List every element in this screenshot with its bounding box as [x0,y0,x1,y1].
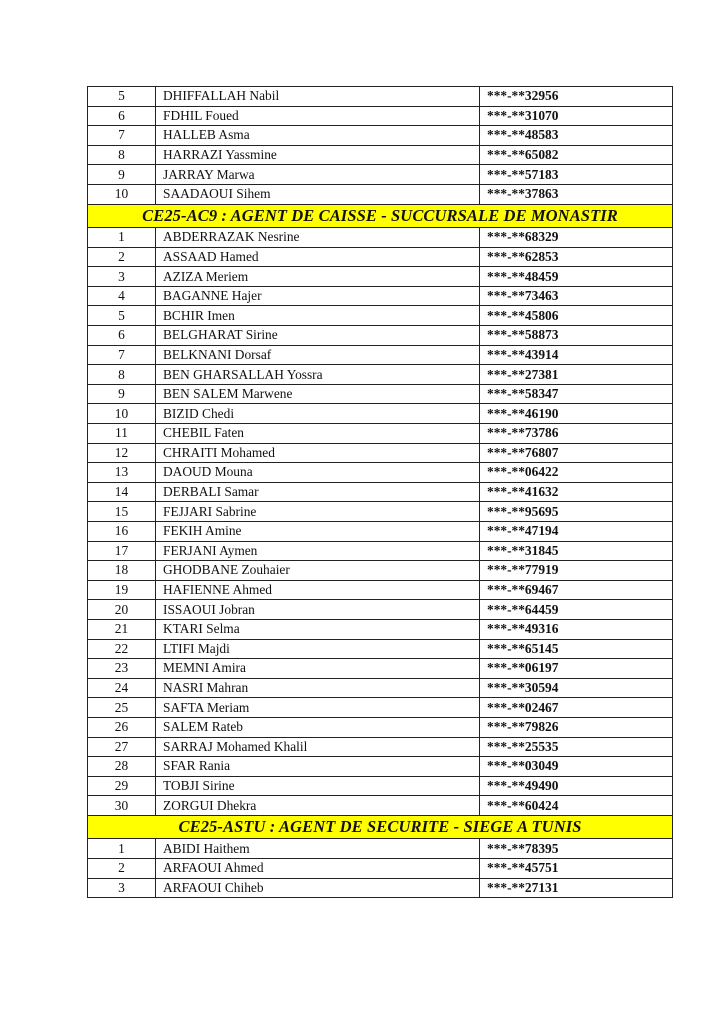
candidate-name: DHIFFALLAH Nabil [156,87,480,107]
candidate-id: ***-**58873 [480,326,673,346]
candidate-name: ABDERRAZAK Nesrine [156,228,480,248]
candidate-name: BELKNANI Dorsaf [156,345,480,365]
candidate-id: ***-**06422 [480,463,673,483]
row-number: 9 [88,165,156,185]
row-number: 17 [88,541,156,561]
table-row [88,228,673,248]
candidate-name: GHODBANE Zouhaier [156,561,480,581]
table-row [88,659,673,679]
row-number: 6 [88,106,156,126]
table-row [88,521,673,541]
row-number: 25 [88,698,156,718]
row-number: 27 [88,737,156,757]
row-number: 4 [88,286,156,306]
candidate-id: ***-**73786 [480,424,673,444]
table-row [88,858,673,878]
table-row [88,424,673,444]
candidate-name: CHEBIL Faten [156,424,480,444]
candidate-name: ARFAOUI Ahmed [156,858,480,878]
candidate-id: ***-**78395 [480,839,673,859]
candidate-name: FEJJARI Sabrine [156,502,480,522]
section-title: CE25-ASTU : AGENT DE SECURITE - SIEGE A TUNIS [88,815,673,839]
row-number: 5 [88,306,156,326]
candidate-name: BEN SALEM Marwene [156,384,480,404]
candidate-name: MEMNI Amira [156,659,480,679]
row-number: 12 [88,443,156,463]
candidate-name: HAFIENNE Ahmed [156,580,480,600]
candidate-id: ***-**41632 [480,482,673,502]
section-header-row [88,204,673,228]
table-row [88,580,673,600]
candidate-id: ***-**30594 [480,678,673,698]
candidate-id: ***-**47194 [480,521,673,541]
candidate-id: ***-**27381 [480,365,673,385]
candidate-name: LTIFI Majdi [156,639,480,659]
table-row [88,184,673,204]
candidate-name: TOBJI Sirine [156,776,480,796]
table-row [88,247,673,267]
candidate-id: ***-**31845 [480,541,673,561]
table-row [88,267,673,287]
candidate-id: ***-**57183 [480,165,673,185]
table-row [88,776,673,796]
candidate-name: KTARI Selma [156,619,480,639]
section-header-row [88,815,673,839]
candidate-name: CHRAITI Mohamed [156,443,480,463]
candidate-name: BCHIR Imen [156,306,480,326]
candidate-id: ***-**73463 [480,286,673,306]
row-number: 7 [88,126,156,146]
table-row [88,345,673,365]
candidate-id: ***-**65082 [480,145,673,165]
candidate-id: ***-**58347 [480,384,673,404]
row-number: 30 [88,796,156,816]
candidate-name: SAADAOUI Sihem [156,184,480,204]
candidate-id: ***-**77919 [480,561,673,581]
candidate-name: HALLEB Asma [156,126,480,146]
row-number: 3 [88,267,156,287]
candidate-name: FERJANI Aymen [156,541,480,561]
table-row [88,698,673,718]
candidate-name: ASSAAD Hamed [156,247,480,267]
candidate-id: ***-**65145 [480,639,673,659]
table-row [88,126,673,146]
row-number: 23 [88,659,156,679]
candidate-id: ***-**37863 [480,184,673,204]
candidate-table [87,86,673,898]
candidate-id: ***-**49316 [480,619,673,639]
candidate-name: DAOUD Mouna [156,463,480,483]
row-number: 11 [88,424,156,444]
candidate-id: ***-**95695 [480,502,673,522]
candidate-name: NASRI Mahran [156,678,480,698]
candidate-id: ***-**48583 [480,126,673,146]
candidate-id: ***-**48459 [480,267,673,287]
row-number: 19 [88,580,156,600]
table-row [88,561,673,581]
row-number: 18 [88,561,156,581]
table-row [88,619,673,639]
candidate-name: ISSAOUI Jobran [156,600,480,620]
row-number: 2 [88,858,156,878]
row-number: 24 [88,678,156,698]
table-row [88,639,673,659]
candidate-id: ***-**69467 [480,580,673,600]
candidate-id: ***-**06197 [480,659,673,679]
candidate-id: ***-**31070 [480,106,673,126]
candidate-name: ABIDI Haithem [156,839,480,859]
candidate-name: BELGHARAT Sirine [156,326,480,346]
candidate-id: ***-**49490 [480,776,673,796]
row-number: 1 [88,839,156,859]
candidate-name: ZORGUI Dhekra [156,796,480,816]
candidate-name: BIZID Chedi [156,404,480,424]
candidate-table-body [88,87,673,898]
row-number: 3 [88,878,156,898]
table-row [88,165,673,185]
candidate-name: BEN GHARSALLAH Yossra [156,365,480,385]
candidate-id: ***-**02467 [480,698,673,718]
table-row [88,839,673,859]
table-row [88,326,673,346]
candidate-id: ***-**68329 [480,228,673,248]
row-number: 10 [88,184,156,204]
candidate-id: ***-**62853 [480,247,673,267]
candidate-id: ***-**64459 [480,600,673,620]
candidate-id: ***-**25535 [480,737,673,757]
candidate-name: SFAR Rania [156,757,480,777]
candidate-id: ***-**45751 [480,858,673,878]
candidate-name: AZIZA Meriem [156,267,480,287]
candidate-id: ***-**60424 [480,796,673,816]
table-row [88,145,673,165]
candidate-name: FEKIH Amine [156,521,480,541]
row-number: 5 [88,87,156,107]
table-row [88,106,673,126]
row-number: 9 [88,384,156,404]
table-row [88,600,673,620]
row-number: 26 [88,717,156,737]
row-number: 13 [88,463,156,483]
table-row [88,541,673,561]
row-number: 20 [88,600,156,620]
candidate-id: ***-**43914 [480,345,673,365]
candidate-id: ***-**46190 [480,404,673,424]
candidate-name: SARRAJ Mohamed Khalil [156,737,480,757]
row-number: 8 [88,145,156,165]
row-number: 6 [88,326,156,346]
row-number: 10 [88,404,156,424]
table-row [88,757,673,777]
row-number: 15 [88,502,156,522]
table-row [88,717,673,737]
table-row [88,384,673,404]
table-row [88,482,673,502]
candidate-name: FDHIL Foued [156,106,480,126]
table-row [88,365,673,385]
candidate-id: ***-**76807 [480,443,673,463]
table-row [88,404,673,424]
candidate-name: BAGANNE Hajer [156,286,480,306]
table-row [88,878,673,898]
candidate-id: ***-**32956 [480,87,673,107]
table-row [88,286,673,306]
candidate-name: ARFAOUI Chiheb [156,878,480,898]
table-row [88,463,673,483]
row-number: 16 [88,521,156,541]
candidate-id: ***-**03049 [480,757,673,777]
table-row [88,87,673,107]
row-number: 8 [88,365,156,385]
candidate-name: JARRAY Marwa [156,165,480,185]
row-number: 2 [88,247,156,267]
table-row [88,306,673,326]
row-number: 22 [88,639,156,659]
candidate-id: ***-**27131 [480,878,673,898]
row-number: 1 [88,228,156,248]
row-number: 28 [88,757,156,777]
row-number: 29 [88,776,156,796]
row-number: 21 [88,619,156,639]
table-row [88,796,673,816]
section-title: CE25-AC9 : AGENT DE CAISSE - SUCCURSALE DE MONASTIR [88,204,673,228]
candidate-id: ***-**45806 [480,306,673,326]
candidate-name: SALEM Rateb [156,717,480,737]
row-number: 14 [88,482,156,502]
table-row [88,443,673,463]
table-row [88,737,673,757]
row-number: 7 [88,345,156,365]
candidate-id: ***-**79826 [480,717,673,737]
candidate-name: SAFTA Meriam [156,698,480,718]
candidate-name: HARRAZI Yassmine [156,145,480,165]
candidate-name: DERBALI Samar [156,482,480,502]
table-row [88,502,673,522]
table-row [88,678,673,698]
